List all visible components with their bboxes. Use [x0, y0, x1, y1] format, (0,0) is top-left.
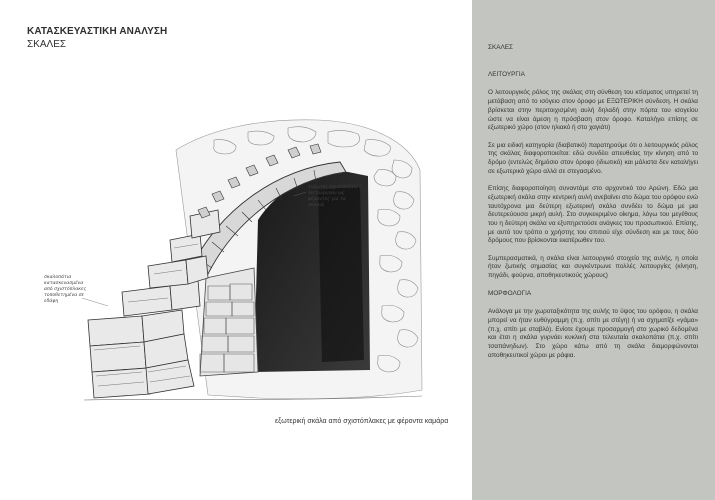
section-title: ΣΚΑΛΕΣ	[488, 44, 513, 51]
paragraph-5: Ανάλογα με την χωροταξικότητα της αυλής το ύψος του ορόφου, η σκάλα μπορεί να ήταν ευθύγραμμη (π.χ. σπίτι με στέγη) ή να σχηματίζε «γάμα» (π.χ. σπίτι με σταβλό). Ενίοτε έχουμε προσαρμογή στο χωρικό δεδομένα και έτσι η σκάλα γυρνάει κυκλική στα τελευταία σκαλοπάτια (π.χ. σπίτι τσαπάνηδων). Στο χώρο κάτω από τη σκάλα διαμορφώνονται αποθηκευτικοί χώροι με ράφια.	[488, 308, 698, 359]
annotation-left-4: τοποθετημένα σε	[44, 293, 84, 298]
paragraph-2: Σε μια ειδική κατηγορία (διαβατικό) παρατηρούμε ότι ο λειτουργικός ρόλος της σκάλας διαφοροποιείται: εδώ συνδέει απευθείας την κίνηση από το δρόμο (εντελώς δημόσιο στον όροφο (ιδιωτικό) και μάλιστα δεν καταλήγει σε εξωτερικό χώρο αλλά σε στεγασμένο.	[488, 141, 698, 175]
annotation-left-1: σκαλοπάτια	[44, 275, 72, 280]
page-subtitle: ΣΚΑΛΕΣ	[27, 39, 67, 50]
annotation-right-2: λειτουργούν ως	[308, 191, 345, 196]
annotation-right-3: φέροντες για τα	[308, 197, 346, 202]
page-title: ΚΑΤΑΣΚΕΥΑΣΤΙΚΗ ΑΝΑΛΥΣΗ	[27, 26, 168, 37]
subsection-morphology: ΜΟΡΦΟΛΟΓΙΑ	[488, 289, 532, 297]
right-panel	[472, 0, 715, 500]
staircase-sketch	[44, 110, 424, 410]
annotation-left-5: εδάφη	[44, 299, 59, 304]
annotation-left-3: από σχιστόπλακες	[44, 287, 87, 292]
annotation-left-2: κατασκευασμένα	[44, 281, 84, 286]
paragraph-4: Συμπερασματικά, η σκάλα είναι λειτουργικό στοιχείο της αυλής, η οποία ήταν ζωτικής σημασίας και συγκέντρωνε πολλές λειτουργίες (κίνηση, πηγάδι, φούρνα, αποθηκευτικούς χώρους)	[488, 254, 698, 280]
annotation-right-1: τοξωτές σχιστόπλακες	[308, 185, 362, 190]
annotation-right-4: σκαλιά	[308, 203, 324, 208]
description-text	[488, 44, 698, 369]
figure-caption: εξωτερική σκάλα από σχιστόπλακες με φέροντα καμάρα	[275, 418, 449, 425]
paragraph-1: Ο λειτουργικός ρόλος της σκάλας στη σύνθεση του κτίσματος υπηρετεί τη μετάβαση από το ισόγειο στον όροφο με ΕΞΩΤΕΡΙΚΗ σύνδεση. Η σκάλα βρίσκεται στην περιτοιχισμένη αυλή δηλαδή στην πόρτα του ισογείου ώστε να είναι άμεση η πρόσβαση στον όροφο. Καταλήγει επίσης σε εξωτερικό χώρο (στον ηλιακό ή στο χαγιάτι)	[488, 89, 698, 132]
subsection-function: ΛΕΙΤΟΥΡΓΙΑ	[488, 70, 525, 78]
paragraph-3: Επίσης διαφοροποίηση συναντάμε στο αρχοντικό του Αρώνη. Εδώ μια εξωτερική σκάλα στην κεντρική αυλή ανεβαίνει στο δώμα του ορόφου ενώ ταυτόχρονα μια δεύτερη εξωτερική σκάλα συνδέει το δώμα με μια δευτερεύουσα μικρή αυλή. Στο συγκεκριμένο οίκημα, λόγω του μεγέθους του η δεύτερη σκάλα να εξυπηρετούσε ανάγκες του προσωπικού. Επίσης, με αυτό τον τρόπο ο χρήστης του σπιτιού είχε σύνδεση και με τους δύο δρόμους που βρίσκονται εκατέρωθεν του.	[488, 185, 698, 245]
